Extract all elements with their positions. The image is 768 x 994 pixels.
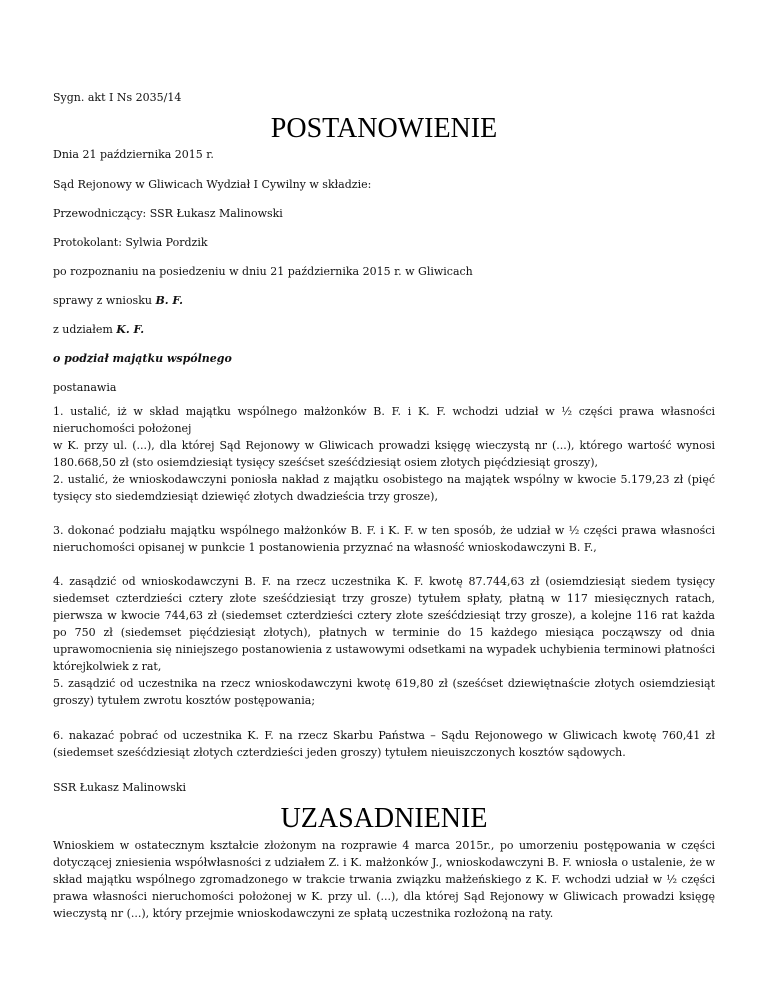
judge-signature: SSR Łukasz Malinowski <box>53 781 187 794</box>
participant-name: K. F. <box>116 323 145 336</box>
participant-prefix: z udziałem <box>53 323 117 336</box>
applicant-prefix: sprawy z wniosku <box>53 294 156 307</box>
clerk-line: Protokolant: Sylwia Pordzik <box>53 236 208 249</box>
decides-line: postanawia <box>53 381 117 394</box>
decision-item-1 <box>53 403 715 471</box>
chair-line: Przewodniczący: SSR Łukasz Malinowski <box>53 207 283 220</box>
applicant-line <box>53 292 183 309</box>
decision-item-1-line1: 1. ustalić, iż w skład majątku wspólnego małżonków B. F. i K. F. wchodzi udział w ½ części prawa własności nieruchomości położonej <box>53 405 715 435</box>
decision-item-1-line2: w K. przy ul. (...), dla której Sąd Rejonowy w Gliwicach prowadzi księgę wieczystą nr (...), którego wartość wynosi 180.668,50 zł (sto osiemdziesiąt tysięcy sześćset sześćdziesiąt osiem złotych pięćdziesiąt groszy), <box>53 439 715 469</box>
decision-item-2: 2. ustalić, że wnioskodawczyni poniosła nakład z majątku osobistego na majątek wspólny w kwocie 5.179,23 zł (pięć tysięcy sto siedemdziesiąt dziewięć złotych dwadzieścia trzy grosze), <box>53 473 715 503</box>
decision-item-6: 6. nakazać pobrać od uczestnika K. F. na rzecz Skarbu Państwa – Sądu Rejonowego w Gliwicach kwotę 760,41 zł (siedemset sześćdziesiąt złotych czterdzieści jeden groszy) tytułem nieuiszczonych kosztów sądowych. <box>53 729 715 759</box>
applicant-name: B. F. <box>155 294 183 307</box>
participant-line <box>53 321 144 338</box>
decision-item-5: 5. zasądzić od uczestnika na rzecz wnioskodawczyni kwotę 619,80 zł (sześćset dziewiętnaście złotych osiemdziesiąt groszy) tytułem zwrotu kosztów postępowania; <box>53 677 715 707</box>
justification-text: Wnioskiem w ostatecznym kształcie złożonym na rozprawie 4 marca 2015r., po umorzeniu postępowania w części dotyczącej zniesienia współwłasności z udziałem Z. i K. małżonków J., wnioskodawczyni B. F. wniosła o ustalenie, że w skład majątku wspólnego zgromadzonego w trakcie trwania związku małżeńskiego z K. F. wchodzi udział w ½ części prawa własności nieruchomości położonej w K. przy ul. (...), dla której Sąd Rejonowy w Gliwicach prowadzi księgę wieczystą nr (...), który przejmie wnioskodawczyni ze spłatą uczestnika rozłożoną na raty. <box>53 839 715 920</box>
decision-item-3: 3. dokonać podziału majątku wspólnego małżonków B. F. i K. F. w ten sposób, że udział w ½ części prawa własności nieruchomości opisanej w punkcie 1 postanowienia przyznać na własność wnioskodawczyni B. F., <box>53 524 715 554</box>
decision-title: POSTANOWIENIE <box>270 113 498 144</box>
court-line: Sąd Rejonowy w Gliwicach Wydział I Cywilny w składzie: <box>53 178 372 191</box>
case-signature: Sygn. akt I Ns 2035/14 <box>53 91 182 104</box>
case-subject: o podział majątku wspólnego <box>53 352 232 365</box>
date-line: Dnia 21 października 2015 r. <box>53 148 214 161</box>
justification-title: UZASADNIENIE <box>280 803 488 834</box>
hearing-line: po rozpoznaniu na posiedzeniu w dniu 21 października 2015 r. w Gliwicach <box>53 265 473 278</box>
decision-item-4: 4. zasądzić od wnioskodawczyni B. F. na rzecz uczestnika K. F. kwotę 87.744,63 zł (osiemdziesiąt siedem tysięcy siedemset czterdzieści cztery złote sześćdziesiąt trzy grosze) tytułem spłaty, płatną w 117 miesięcznych ratach, pierwsza w kwocie 744,63 zł (siedemset czterdzieści cztery złote sześćdziesiąt trzy grosze), a kolejne 116 rat każda po 750 zł (siedemset pięćdziesiąt złotych), płatnych w terminie do 15 każdego miesiąca począwszy od dnia uprawomocnienia się niniejszego postanowienia z ustawowymi odsetkami na wypadek uchybienia terminowi płatności którejkolwiek z rat, <box>53 575 715 673</box>
